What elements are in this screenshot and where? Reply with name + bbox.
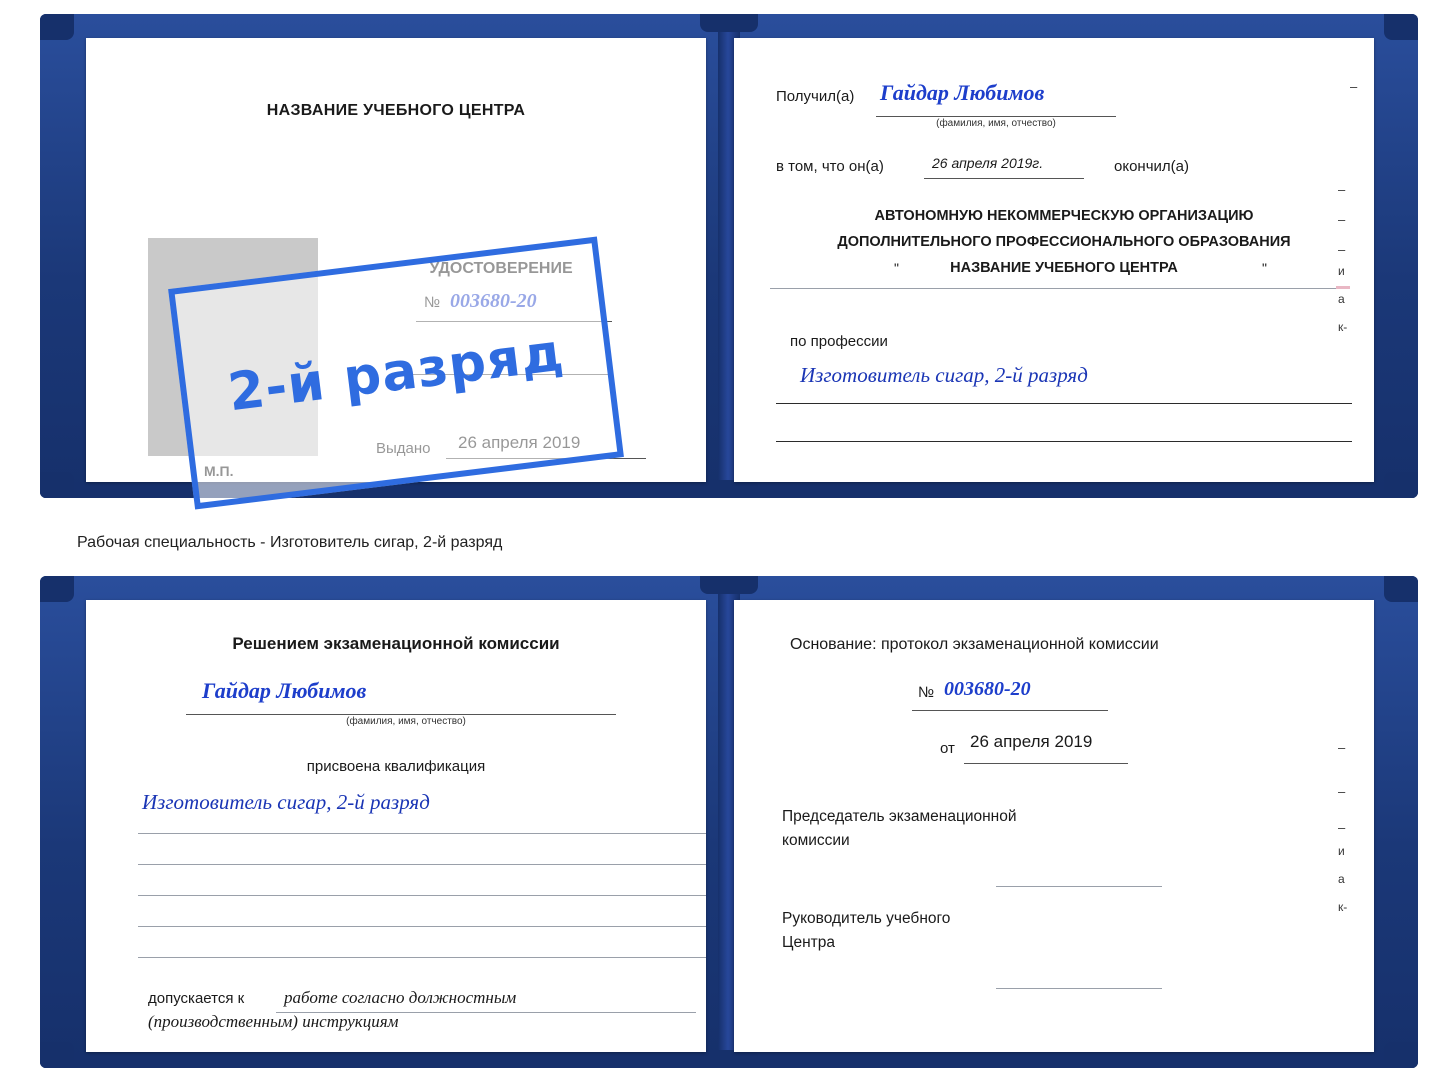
org-rule (770, 288, 1342, 289)
page-caption: Рабочая специальность - Изготовитель сигар, 2-й разряд (77, 534, 503, 551)
edge2-dash-1: – (1338, 740, 1346, 755)
cover-corner-tl (40, 14, 74, 40)
holder-name: Гайдар Любимов (202, 678, 367, 703)
that-he-label: в том, что он(а) (776, 158, 884, 175)
edge-pink-mark (1336, 286, 1350, 289)
head-signature-rule (996, 988, 1162, 989)
protocol-number: 003680-20 (944, 678, 1031, 700)
admitted-label: допускается к (148, 990, 245, 1007)
org-quote-close: " (1262, 260, 1267, 276)
org-name: НАЗВАНИЕ УЧЕБНОГО ЦЕНТРА (950, 260, 1178, 276)
blank-line-5 (138, 957, 706, 958)
profession-rule-1 (776, 403, 1352, 404)
admitted-value-line2: (производственным) инструкциям (148, 1012, 399, 1031)
profession-label: по профессии (790, 333, 888, 350)
blank-line-4 (138, 926, 706, 927)
cover2-corner-tl (40, 576, 74, 602)
org-quote-open: " (894, 260, 899, 276)
spine-notch-top-2 (700, 576, 758, 594)
qualification-label: присвоена квалификация (306, 758, 486, 775)
from-label: от (940, 740, 955, 757)
edge-dash-4: – (1338, 242, 1346, 257)
received-name: Гайдар Любимов (880, 80, 1045, 105)
holder-name-rule (186, 714, 616, 715)
training-center-title: НАЗВАНИЕ УЧЕБНОГО ЦЕНТРА (266, 102, 526, 119)
bottom-left-page (86, 600, 706, 1052)
head-label-line1: Руководитель учебного (782, 910, 951, 927)
edge-dash-3: – (1338, 212, 1346, 227)
from-date: 26 апреля 2019 (970, 732, 1093, 751)
edge2-dash-2: – (1338, 784, 1346, 799)
edge-dash-1: – (1350, 79, 1358, 94)
protocol-number-symbol: № (918, 684, 935, 701)
protocol-number-rule (912, 710, 1108, 711)
head-label-line2: Центра (782, 934, 835, 951)
finished-date: 26 апреля 2019г. (932, 155, 1044, 171)
spine-notch-bottom (700, 480, 758, 498)
bottom-certificate-book (40, 576, 1418, 1068)
received-label: Получил(а) (776, 88, 855, 105)
finished-label: окончил(а) (1114, 158, 1189, 175)
spine-notch-top (700, 14, 758, 32)
edge-char-a: а (1338, 292, 1345, 306)
basis-label: Основание: протокол экзаменационной комиссии (790, 636, 1159, 653)
profession-value: Изготовитель сигар, 2-й разряд (800, 363, 1088, 387)
profession-rule-2 (776, 441, 1352, 442)
blank-line-2 (138, 864, 706, 865)
blank-line-3 (138, 895, 706, 896)
edge2-char-i: и (1338, 844, 1345, 858)
edge2-char-k: к- (1338, 900, 1348, 914)
admitted-value-line1: работе согласно должностным (284, 988, 517, 1007)
cover-corner-br (1384, 472, 1418, 498)
bottom-right-page (734, 600, 1374, 1052)
cover2-corner-bl (40, 1042, 74, 1068)
blank-line-1 (138, 833, 706, 834)
org-line-1: АВТОНОМНУЮ НЕКОММЕРЧЕСКУЮ ОРГАНИЗАЦИЮ (874, 208, 1254, 224)
edge2-dash-3: – (1338, 820, 1346, 835)
org-line-2: ДОПОЛНИТЕЛЬНОГО ПРОФЕССИОНАЛЬНОГО ОБРАЗОВАНИЯ (837, 234, 1291, 250)
cover-corner-bl (40, 472, 74, 498)
chairman-label-line1: Председатель экзаменационной (782, 808, 1017, 825)
rank-watermark-text: 2-й разряд (224, 322, 568, 424)
edge-char-i: и (1338, 264, 1345, 278)
name-hint: (фамилия, имя, отчество) (936, 118, 1056, 129)
edge-char-k: к- (1338, 320, 1348, 334)
edge-dash-2: – (1338, 182, 1346, 197)
cover2-corner-br (1384, 1042, 1418, 1068)
cover2-corner-tr (1384, 576, 1418, 602)
edge2-char-a: а (1338, 872, 1345, 886)
spine-notch-bottom-2 (700, 1050, 758, 1068)
holder-name-hint: (фамилия, имя, отчество) (346, 716, 466, 727)
finished-date-rule (924, 178, 1084, 179)
from-date-rule (964, 763, 1128, 764)
qualification-value: Изготовитель сигар, 2-й разряд (142, 790, 430, 814)
chairman-signature-rule (996, 886, 1162, 887)
received-name-rule (876, 116, 1116, 117)
cover-corner-tr (1384, 14, 1418, 40)
commission-heading: Решением экзаменационной комиссии (232, 634, 560, 653)
top-right-page (734, 38, 1374, 482)
chairman-label-line2: комиссии (782, 832, 850, 849)
